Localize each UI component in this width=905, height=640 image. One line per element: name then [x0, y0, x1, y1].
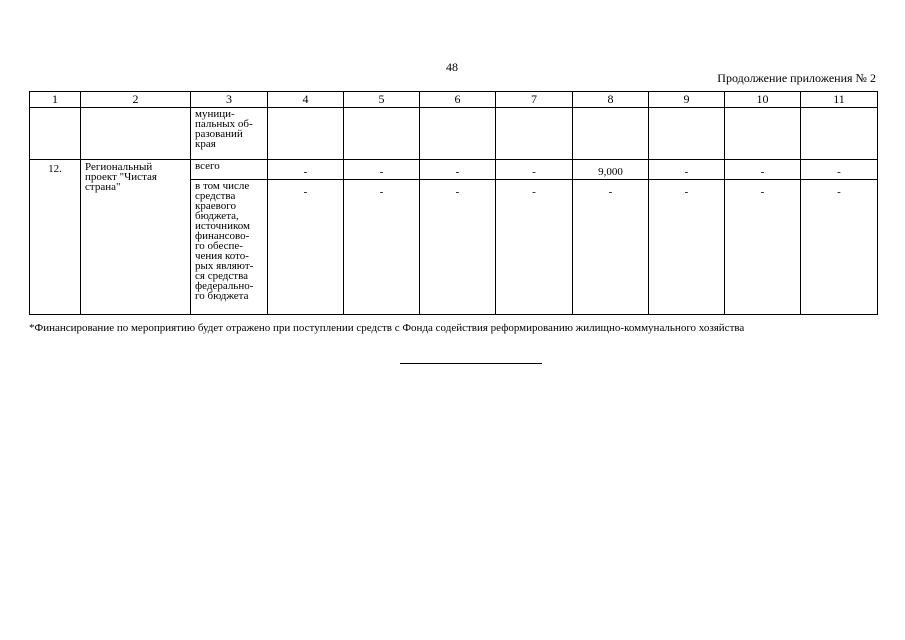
budget-table	[29, 91, 878, 315]
footnote: *Финансирование по мероприятию будет отражено при поступлении средств с Фонда содействия реформированию жилищно-коммунального хозяйства	[29, 322, 745, 334]
value-cell: -	[496, 180, 573, 315]
value-cell: -	[420, 180, 496, 315]
table-cell	[420, 108, 496, 160]
appendix-continuation-note: Продолжение приложения № 2	[717, 71, 876, 85]
value-cell: -	[420, 160, 496, 180]
table-cell	[496, 108, 573, 160]
value-cell: -	[268, 180, 344, 315]
value-cell: -	[496, 160, 573, 180]
column-header: 6	[420, 92, 496, 108]
column-header: 2	[81, 92, 191, 108]
column-header: 4	[268, 92, 344, 108]
column-header: 10	[725, 92, 801, 108]
value-cell: -	[725, 160, 801, 180]
value-cell: -	[344, 180, 420, 315]
funding-source-cell: в том числе средства краевого бюджета, источником финансово- го обеспе- чения кото- рых являют- ся средства федерально- го бюджета	[191, 180, 268, 315]
column-header: 7	[496, 92, 573, 108]
value-cell: 9,000	[573, 160, 649, 180]
value-cell: -	[649, 160, 725, 180]
value-cell: -	[573, 180, 649, 315]
value-cell: -	[268, 160, 344, 180]
funding-source-cell: муници- пальных об- разований края	[191, 108, 268, 160]
table-cell	[649, 108, 725, 160]
table-cell	[344, 108, 420, 160]
column-header: 11	[801, 92, 878, 108]
table-row-continued	[30, 108, 878, 160]
table-row-12-total	[30, 160, 878, 180]
table-cell	[725, 108, 801, 160]
value-cell: -	[649, 180, 725, 315]
row-number: 12.	[30, 160, 81, 315]
value-cell: -	[725, 180, 801, 315]
end-of-document-rule	[400, 363, 542, 364]
table-cell	[30, 108, 81, 160]
column-header: 3	[191, 92, 268, 108]
table-cell	[573, 108, 649, 160]
table-cell	[801, 108, 878, 160]
value-cell: -	[801, 160, 878, 180]
table-cell	[268, 108, 344, 160]
value-cell: -	[344, 160, 420, 180]
table-cell	[81, 108, 191, 160]
column-header: 9	[649, 92, 725, 108]
page-number: 48	[446, 60, 458, 74]
column-number-header-row	[30, 92, 878, 108]
column-header: 1	[30, 92, 81, 108]
column-header: 5	[344, 92, 420, 108]
funding-source-cell: всего	[191, 160, 268, 180]
column-header: 8	[573, 92, 649, 108]
value-cell: -	[801, 180, 878, 315]
project-name: Региональный проект "Чистая страна"	[81, 160, 191, 315]
